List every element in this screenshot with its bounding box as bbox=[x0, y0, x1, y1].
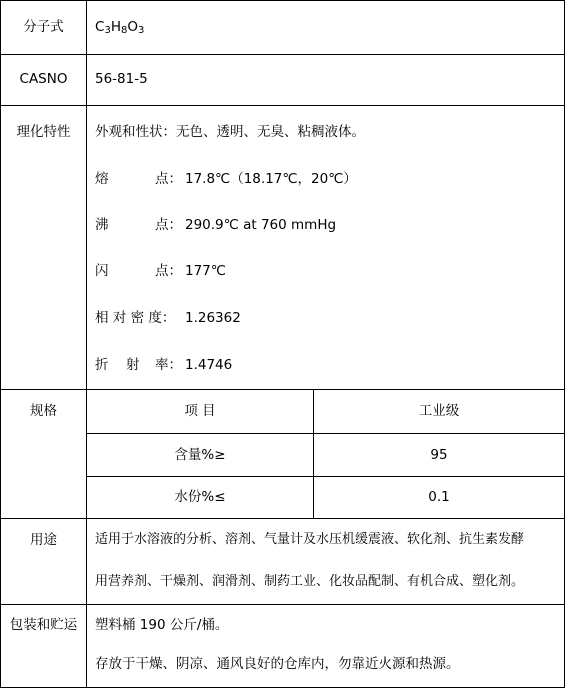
density-label: 相 对 密 度： bbox=[95, 310, 176, 326]
flash-value: 177℃ bbox=[185, 263, 226, 279]
boiling-label-b: 点： bbox=[155, 217, 182, 233]
table-border-top bbox=[0, 0, 565, 1]
spec-header-grade: 工业级 bbox=[418, 403, 460, 419]
packaging-line-1: 塑料桶 190 公斤/桶。 bbox=[95, 617, 229, 633]
packaging-line-2: 存放于干燥、阴凉、通风良好的仓库内，勿靠近火源和热源。 bbox=[95, 656, 460, 672]
spec-row-value: 0.1 bbox=[428, 489, 450, 505]
column-divider bbox=[86, 0, 87, 688]
casno-label: CASNO bbox=[19, 71, 68, 87]
spec-header-item: 项 目 bbox=[184, 403, 216, 419]
row-divider bbox=[86, 433, 565, 434]
density-value: 1.26362 bbox=[185, 310, 241, 326]
refraction-label-a: 折 bbox=[95, 357, 109, 373]
melting-label-b: 点： bbox=[155, 171, 182, 187]
spec-row-item: 水份%≤ bbox=[174, 489, 226, 505]
row-divider bbox=[86, 476, 565, 477]
row-divider bbox=[0, 389, 565, 390]
row-divider bbox=[0, 105, 565, 106]
refraction-value: 1.4746 bbox=[185, 357, 233, 373]
refraction-label-b: 射 bbox=[126, 357, 140, 373]
refraction-label-c: 率： bbox=[155, 357, 182, 373]
formula-label: 分子式 bbox=[23, 19, 64, 35]
usage-label: 用途 bbox=[30, 532, 57, 548]
row-divider bbox=[0, 518, 565, 519]
casno-value: 56-81-5 bbox=[95, 71, 148, 87]
row-divider bbox=[0, 604, 565, 605]
melting-value: 17.8℃（18.17℃，20℃） bbox=[185, 171, 357, 187]
row-divider bbox=[0, 54, 565, 55]
appearance-text: 外观和性状：无色、透明、无臭、粘稠液体。 bbox=[95, 124, 365, 140]
flash-label-b: 点： bbox=[155, 263, 182, 279]
formula-value: $C_3H_8O_3$ bbox=[95, 19, 145, 36]
packaging-label: 包装和贮运 bbox=[9, 617, 78, 633]
properties-label: 理化特性 bbox=[16, 124, 71, 140]
table-border-left bbox=[0, 0, 1, 688]
spec-row-value: 95 bbox=[430, 447, 448, 463]
usage-line-1: 适用于水溶液的分析、溶剂、气量计及水压机缓震液、软化剂、抗生素发酵 bbox=[95, 532, 525, 547]
spec-row-item: 含量%≥ bbox=[174, 447, 226, 463]
boiling-value: 290.9℃ at 760 mmHg bbox=[185, 217, 337, 233]
boiling-label-a: 沸 bbox=[95, 217, 109, 233]
flash-label-a: 闪 bbox=[95, 263, 109, 279]
melting-label-a: 熔 bbox=[95, 171, 109, 187]
usage-line-2: 用营养剂、干燥剂、润滑剂、制药工业、化妆品配制、有机合成、塑化剂。 bbox=[95, 574, 525, 589]
spec-label: 规格 bbox=[30, 403, 57, 419]
